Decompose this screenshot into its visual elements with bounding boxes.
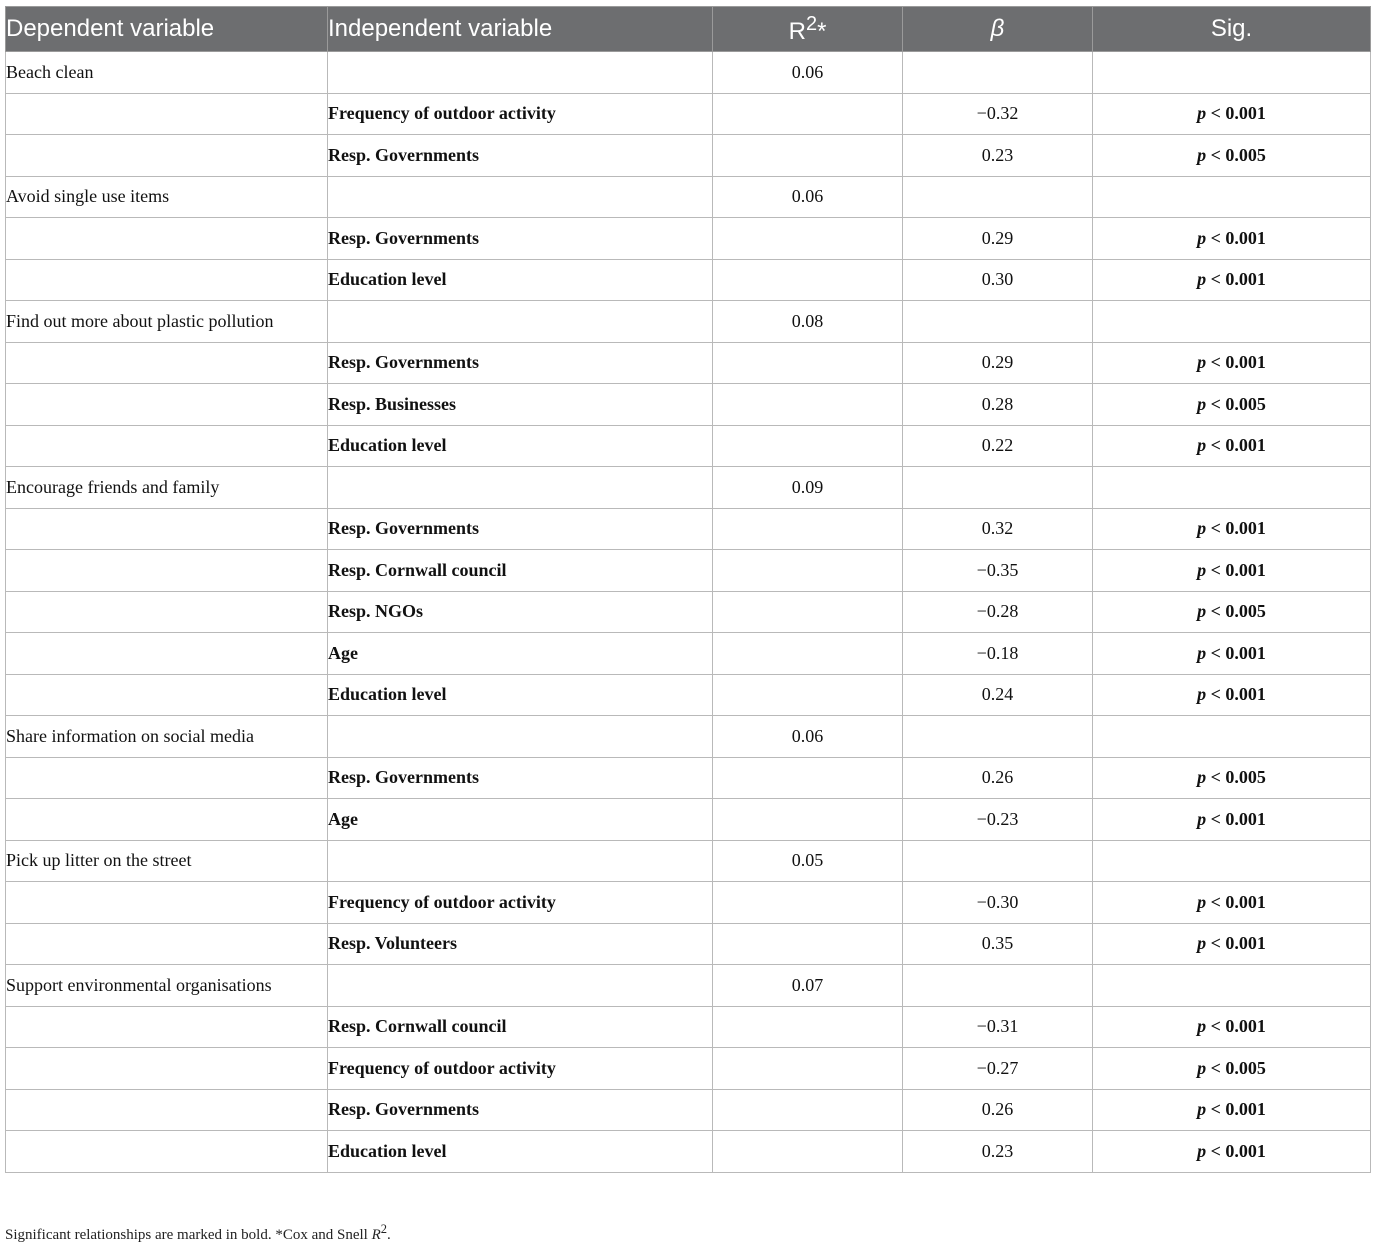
r-squared-cell: 0.06: [713, 52, 903, 94]
table-row: [6, 799, 1371, 841]
p-value: < 0.001: [1206, 642, 1266, 663]
p-symbol: p: [1197, 269, 1207, 290]
significance-cell: [1093, 93, 1371, 135]
footnote-superscript: 2: [380, 1222, 388, 1236]
beta-cell: −0.31: [903, 1006, 1093, 1048]
r-squared-cell: [713, 1006, 903, 1048]
independent-variable-cell: Frequency of outdoor activity: [328, 882, 713, 924]
p-symbol: p: [1197, 103, 1207, 124]
beta-cell: −0.32: [903, 93, 1093, 135]
significance-cell: [1093, 508, 1371, 550]
p-value: < 0.001: [1206, 435, 1266, 456]
beta-cell: [903, 965, 1093, 1007]
independent-variable-cell: Frequency of outdoor activity: [328, 1048, 713, 1090]
p-value: < 0.001: [1206, 352, 1266, 373]
p-value: < 0.001: [1206, 933, 1266, 954]
significance-cell: [1093, 840, 1371, 882]
header-r2-base: R: [788, 17, 806, 45]
r-squared-cell: 0.09: [713, 467, 903, 509]
header-r2-superscript: 2: [805, 12, 818, 35]
p-value: < 0.001: [1206, 227, 1266, 248]
p-symbol: p: [1197, 352, 1207, 373]
independent-variable-cell: Resp. NGOs: [328, 591, 713, 633]
dependent-variable-cell: [6, 923, 328, 965]
r-squared-cell: [713, 425, 903, 467]
beta-cell: −0.35: [903, 550, 1093, 592]
r-squared-cell: [713, 384, 903, 426]
dependent-variable-cell: Support environmental organisations: [6, 965, 328, 1007]
p-symbol: p: [1197, 808, 1207, 829]
footnote-end: .: [387, 1227, 391, 1243]
p-value: < 0.005: [1206, 144, 1266, 165]
p-symbol: p: [1197, 1016, 1207, 1037]
r-squared-cell: 0.06: [713, 716, 903, 758]
p-value: < 0.001: [1206, 891, 1266, 912]
p-symbol: p: [1197, 891, 1207, 912]
dependent-variable-cell: Encourage friends and family: [6, 467, 328, 509]
significance-cell: [1093, 176, 1371, 218]
table-footnote: [5, 1222, 391, 1244]
r-squared-cell: 0.06: [713, 176, 903, 218]
r-squared-cell: [713, 550, 903, 592]
p-symbol: p: [1197, 1057, 1207, 1078]
beta-cell: −0.30: [903, 882, 1093, 924]
significance-cell: [1093, 1089, 1371, 1131]
table-row: [6, 1048, 1371, 1090]
independent-variable-cell: [328, 840, 713, 882]
dependent-variable-cell: [6, 384, 328, 426]
dependent-variable-cell: [6, 799, 328, 841]
r-squared-cell: [713, 135, 903, 177]
beta-cell: 0.23: [903, 1131, 1093, 1173]
r-squared-cell: [713, 1089, 903, 1131]
table-row: [6, 1131, 1371, 1173]
dependent-variable-cell: [6, 674, 328, 716]
r-squared-cell: [713, 1048, 903, 1090]
dependent-variable-cell: [6, 1089, 328, 1131]
r-squared-cell: [713, 923, 903, 965]
r-squared-cell: [713, 799, 903, 841]
significance-cell: [1093, 1006, 1371, 1048]
p-value: < 0.001: [1206, 684, 1266, 705]
r-squared-cell: [713, 342, 903, 384]
significance-cell: [1093, 1131, 1371, 1173]
independent-variable-cell: [328, 716, 713, 758]
beta-cell: 0.35: [903, 923, 1093, 965]
independent-variable-cell: [328, 52, 713, 94]
beta-cell: 0.29: [903, 218, 1093, 260]
dependent-variable-cell: [6, 591, 328, 633]
beta-cell: 0.24: [903, 674, 1093, 716]
dependent-variable-cell: Share information on social media: [6, 716, 328, 758]
independent-variable-cell: [328, 467, 713, 509]
independent-variable-cell: Education level: [328, 674, 713, 716]
dependent-variable-cell: [6, 135, 328, 177]
significance-cell: [1093, 591, 1371, 633]
p-value: < 0.005: [1206, 393, 1266, 414]
significance-cell: [1093, 135, 1371, 177]
p-symbol: p: [1197, 144, 1207, 165]
beta-cell: [903, 840, 1093, 882]
table-row: [6, 508, 1371, 550]
beta-cell: 0.28: [903, 384, 1093, 426]
p-symbol: p: [1197, 518, 1207, 539]
independent-variable-cell: Age: [328, 633, 713, 675]
p-symbol: p: [1197, 1140, 1207, 1161]
header-r-squared: [713, 7, 903, 52]
header-beta: β: [903, 7, 1093, 52]
p-symbol: p: [1197, 227, 1207, 248]
table-row: [6, 674, 1371, 716]
table-row: [6, 965, 1371, 1007]
p-symbol: p: [1197, 435, 1207, 456]
independent-variable-cell: [328, 965, 713, 1007]
independent-variable-cell: Education level: [328, 1131, 713, 1173]
beta-cell: −0.23: [903, 799, 1093, 841]
significance-cell: [1093, 384, 1371, 426]
beta-cell: 0.23: [903, 135, 1093, 177]
p-value: < 0.001: [1206, 103, 1266, 124]
independent-variable-cell: Resp. Businesses: [328, 384, 713, 426]
significance-cell: [1093, 467, 1371, 509]
table-row: [6, 384, 1371, 426]
dependent-variable-cell: Beach clean: [6, 52, 328, 94]
table-row: [6, 716, 1371, 758]
independent-variable-cell: Frequency of outdoor activity: [328, 93, 713, 135]
independent-variable-cell: Education level: [328, 259, 713, 301]
significance-cell: [1093, 550, 1371, 592]
r-squared-cell: [713, 218, 903, 260]
table-row: [6, 52, 1371, 94]
beta-cell: 0.30: [903, 259, 1093, 301]
header-r2-mark: *: [817, 17, 827, 45]
dependent-variable-cell: Pick up litter on the street: [6, 840, 328, 882]
r-squared-cell: [713, 1131, 903, 1173]
beta-cell: 0.26: [903, 1089, 1093, 1131]
p-value: < 0.001: [1206, 1140, 1266, 1161]
p-value: < 0.001: [1206, 1016, 1266, 1037]
table-row: [6, 93, 1371, 135]
header-row: [6, 7, 1371, 52]
table-row: [6, 757, 1371, 799]
table-row: [6, 467, 1371, 509]
table-row: [6, 882, 1371, 924]
beta-cell: [903, 467, 1093, 509]
table-row: [6, 135, 1371, 177]
significance-cell: [1093, 799, 1371, 841]
significance-cell: [1093, 757, 1371, 799]
beta-cell: [903, 301, 1093, 343]
dependent-variable-cell: [6, 508, 328, 550]
p-symbol: p: [1197, 642, 1207, 663]
significance-cell: [1093, 716, 1371, 758]
independent-variable-cell: Resp. Governments: [328, 342, 713, 384]
dependent-variable-cell: [6, 342, 328, 384]
p-symbol: p: [1197, 1099, 1207, 1120]
p-symbol: p: [1197, 393, 1207, 414]
independent-variable-cell: Resp. Governments: [328, 218, 713, 260]
table-row: [6, 301, 1371, 343]
significance-cell: [1093, 425, 1371, 467]
p-value: < 0.005: [1206, 601, 1266, 622]
dependent-variable-cell: [6, 259, 328, 301]
significance-cell: [1093, 301, 1371, 343]
beta-cell: −0.27: [903, 1048, 1093, 1090]
table-row: [6, 550, 1371, 592]
significance-cell: [1093, 218, 1371, 260]
p-symbol: p: [1197, 559, 1207, 580]
r-squared-cell: [713, 591, 903, 633]
independent-variable-cell: [328, 301, 713, 343]
header-dependent-variable: Dependent variable: [6, 7, 328, 52]
p-value: < 0.001: [1206, 269, 1266, 290]
p-value: < 0.001: [1206, 559, 1266, 580]
r-squared-cell: [713, 674, 903, 716]
table-row: [6, 342, 1371, 384]
independent-variable-cell: Resp. Cornwall council: [328, 550, 713, 592]
r-squared-cell: 0.05: [713, 840, 903, 882]
beta-cell: 0.22: [903, 425, 1093, 467]
r-squared-cell: 0.08: [713, 301, 903, 343]
table-row: [6, 840, 1371, 882]
p-symbol: p: [1197, 684, 1207, 705]
table-row: [6, 425, 1371, 467]
significance-cell: [1093, 259, 1371, 301]
beta-cell: −0.18: [903, 633, 1093, 675]
dependent-variable-cell: [6, 757, 328, 799]
table-row: [6, 1089, 1371, 1131]
independent-variable-cell: Age: [328, 799, 713, 841]
independent-variable-cell: [328, 176, 713, 218]
dependent-variable-cell: [6, 218, 328, 260]
significance-cell: [1093, 633, 1371, 675]
r-squared-cell: 0.07: [713, 965, 903, 1007]
independent-variable-cell: Resp. Governments: [328, 757, 713, 799]
beta-cell: 0.26: [903, 757, 1093, 799]
independent-variable-cell: Resp. Volunteers: [328, 923, 713, 965]
table-row: [6, 176, 1371, 218]
footnote-text: Significant relationships are marked in bold. *Cox and Snell: [5, 1227, 372, 1243]
table-row: [6, 259, 1371, 301]
dependent-variable-cell: [6, 550, 328, 592]
beta-cell: [903, 52, 1093, 94]
dependent-variable-cell: [6, 93, 328, 135]
significance-cell: [1093, 965, 1371, 1007]
header-significance: Sig.: [1093, 7, 1371, 52]
dependent-variable-cell: [6, 1131, 328, 1173]
r-squared-cell: [713, 633, 903, 675]
significance-cell: [1093, 923, 1371, 965]
beta-cell: [903, 716, 1093, 758]
r-squared-cell: [713, 882, 903, 924]
p-value: < 0.001: [1206, 518, 1266, 539]
table-header: [6, 7, 1371, 52]
beta-cell: 0.32: [903, 508, 1093, 550]
p-value: < 0.005: [1206, 767, 1266, 788]
dependent-variable-cell: [6, 425, 328, 467]
dependent-variable-cell: [6, 1006, 328, 1048]
independent-variable-cell: Resp. Cornwall council: [328, 1006, 713, 1048]
p-symbol: p: [1197, 601, 1207, 622]
footnote-r-symbol: R: [371, 1227, 381, 1243]
dependent-variable-cell: [6, 633, 328, 675]
significance-cell: [1093, 1048, 1371, 1090]
beta-cell: −0.28: [903, 591, 1093, 633]
p-value: < 0.001: [1206, 808, 1266, 829]
p-symbol: p: [1197, 933, 1207, 954]
independent-variable-cell: Resp. Governments: [328, 1089, 713, 1131]
dependent-variable-cell: Find out more about plastic pollution: [6, 301, 328, 343]
dependent-variable-cell: Avoid single use items: [6, 176, 328, 218]
independent-variable-cell: Resp. Governments: [328, 508, 713, 550]
table-row: [6, 218, 1371, 260]
table-row: [6, 633, 1371, 675]
significance-cell: [1093, 882, 1371, 924]
independent-variable-cell: Education level: [328, 425, 713, 467]
table-row: [6, 923, 1371, 965]
r-squared-cell: [713, 757, 903, 799]
p-value: < 0.005: [1206, 1057, 1266, 1078]
beta-cell: [903, 176, 1093, 218]
p-value: < 0.001: [1206, 1099, 1266, 1120]
r-squared-cell: [713, 93, 903, 135]
results-table: [5, 6, 1371, 1173]
significance-cell: [1093, 674, 1371, 716]
independent-variable-cell: Resp. Governments: [328, 135, 713, 177]
significance-cell: [1093, 342, 1371, 384]
table-row: [6, 591, 1371, 633]
p-symbol: p: [1197, 767, 1207, 788]
r-squared-cell: [713, 259, 903, 301]
header-independent-variable: Independent variable: [328, 7, 713, 52]
table-body: [6, 52, 1371, 1173]
r-squared-cell: [713, 508, 903, 550]
dependent-variable-cell: [6, 1048, 328, 1090]
table-row: [6, 1006, 1371, 1048]
significance-cell: [1093, 52, 1371, 94]
beta-cell: 0.29: [903, 342, 1093, 384]
dependent-variable-cell: [6, 882, 328, 924]
